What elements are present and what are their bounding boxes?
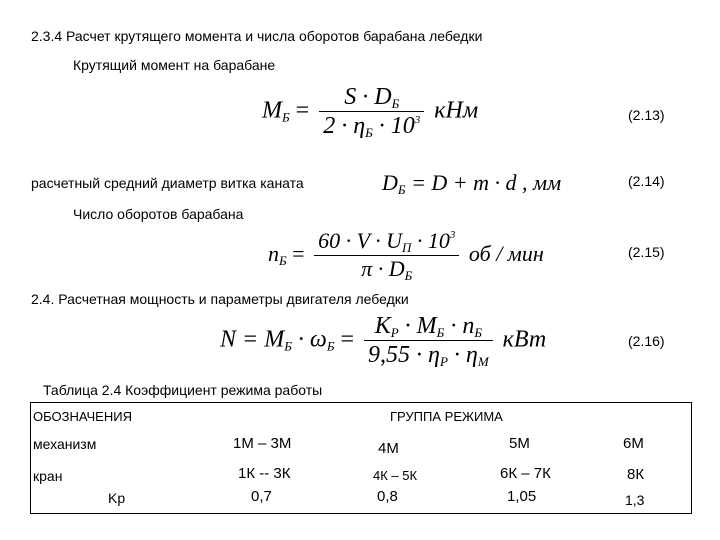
mode-coefficient-table [30,402,692,514]
equation-number-2-14: (2.14) [628,173,665,189]
row-label-crane: кран [33,468,63,484]
table-cell: 8К [627,466,645,483]
table-cell: 4М [378,440,399,457]
table-cell: 1М – 3М [233,435,292,452]
table-cell: 1,3 [625,492,645,508]
row-label-kr: Kр [108,490,126,506]
table-cell: 0,8 [377,488,398,505]
table-cell: 4К – 5К [373,468,418,483]
table-cell: 0,7 [251,488,272,505]
section-title-power: 2.4. Расчетная мощность и параметры двигателя лебедки [31,291,409,307]
subtitle-torque: Крутящий момент на барабане [73,57,276,73]
table-border-top [30,402,692,403]
equation-number-2-16: (2.16) [628,333,665,349]
label-mean-diameter: расчетный средний диаметр витка каната [31,175,304,191]
table-caption: Таблица 2.4 Коэффициент режима работы [43,382,323,398]
header-mode-group: ГРУППА РЕЖИМА [390,409,503,424]
label-drum-revolutions: Число оборотов барабана [73,206,244,222]
table-cell: 1К -- 3К [238,465,291,482]
header-designation: ОБОЗНАЧЕНИЯ [33,409,132,424]
section-title: 2.3.4 Расчет крутящего момента и числа оборотов барабана лебедки [31,28,483,44]
table-border-right [691,402,692,514]
formula-drum-revolutions: $n_Б$ = $\frac{60 \cdot V \cdot U_П \cdot 10^3}{\pi \cdot D_Б}$ об / мин [268,228,544,283]
formula-torque: $M_Б$ = $\frac{S \cdot D_Б}{2 \cdot \eta_Б \cdot 10^3}$ кНм [262,84,479,140]
table-border-left [30,402,31,514]
formula-power: $N = M_Б \cdot \omega_Б$ = $\frac{K_Р \cdot M_Б \cdot n_Б}{9,55 \cdot \eta_Р \cdot \eta_М}$ кВт [220,313,547,369]
formula-mean-diameter: $D_Б = D + m \cdot d$ , мм [382,170,562,197]
table-border-bottom [30,513,692,514]
equation-number-2-13: (2.13) [628,107,665,123]
table-cell: 1,05 [507,488,537,505]
table-cell: 6М [623,435,644,452]
equation-number-2-15: (2.15) [628,244,665,260]
table-cell: 5М [509,435,530,452]
table-cell: 6К – 7К [500,465,551,482]
row-label-mechanism: механизм [33,436,97,452]
